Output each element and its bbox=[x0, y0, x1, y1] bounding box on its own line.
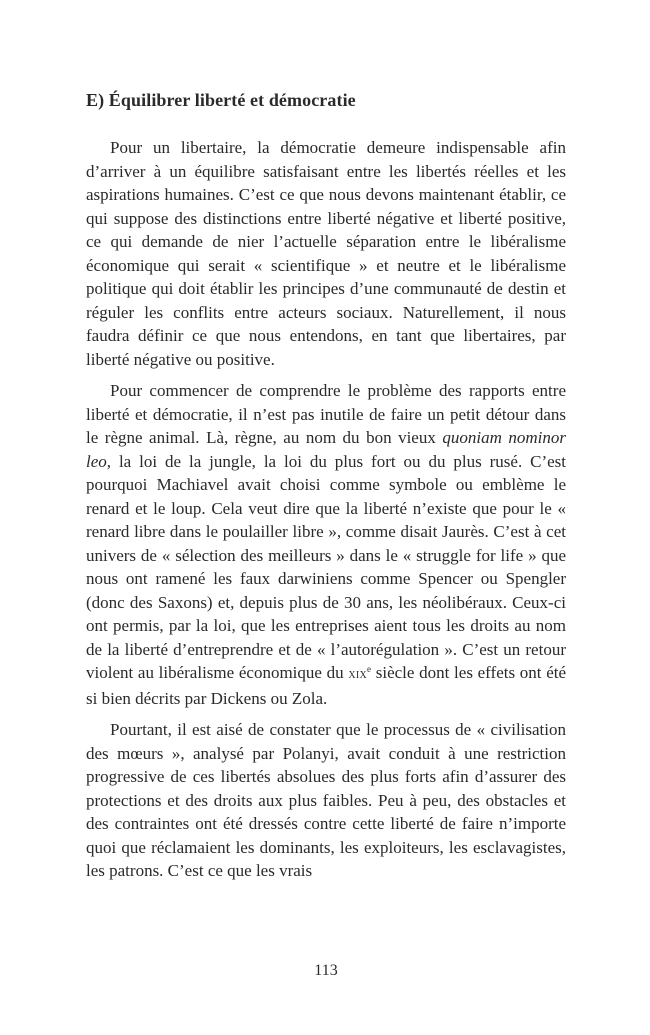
section-heading: E) Équilibrer liberté et démocratie bbox=[86, 90, 356, 110]
paragraph-1: Pour un libertaire, la démocratie demeure indispensable afin d’arriver à un équilibre satisfaisant entre les libertés réelles et les aspirations humaines. C’est ce que nous devons maintenant établir, ce qui suppose des distinctions entre liberté négative et liberté positive, ce qui demande de nier l’actuelle séparation entre le libéralisme économique qui serait « scientifique » et neutre et le libéralisme politique qui doit établir les principes d’une communauté de destin et réguler les conflits entre acteurs sociaux. Naturellement, il nous faudra définir ce que nous entendons, en tant que libertaires, par liberté négative ou positive. bbox=[86, 138, 566, 369]
book-page bbox=[86, 0, 566, 1035]
century-superscript: e bbox=[367, 664, 372, 674]
body-text bbox=[86, 136, 566, 891]
paragraph-2 bbox=[86, 379, 566, 710]
paragraph-2-text-b: , la loi de la jungle, la loi du plus fort ou du plus rusé. C’est pourquoi Machiavel avait choisi comme symbole ou emblème le renard et le loup. Cela veut dire que la liberté n’existe que pour le « renard libre dans le poulailler libre », comme disait Jaurès. C’est à cet univers de « sélection des meilleurs » dans le « struggle for life » que nous ont ramené les faux darwiniens comme Spencer ou Spengler (donc des Saxons) et, depuis plus de 30 ans, les néolibéraux. Ceux-ci ont permis, par la loi, que les entreprises aient tous les droits au nom de la liberté d’entreprendre et de « l’autorégulation ». C’est un retour violent au libéralisme économique du bbox=[86, 451, 566, 682]
page-number: 113 bbox=[314, 962, 338, 979]
paragraph-2-text-a: Pour commencer de comprendre le problème des rapports entre liberté et démocratie, il n’est pas inutile de faire un petit détour dans le règne animal. Là, règne, au nom du bon vieux bbox=[86, 381, 566, 447]
century-numeral: xix bbox=[348, 667, 368, 682]
latin-quote: quoniam nominor leo bbox=[86, 428, 567, 471]
paragraph-2-text-c: siècle dont les effets ont été si bien décrits par Dickens ou Zola. bbox=[86, 663, 567, 708]
paragraph-3: Pourtant, il est aisé de constater que le processus de « civilisation des mœurs », analysé par Polanyi, avait conduit à une restriction progressive de ces libertés absolues des plus forts afin d’assurer des protections et des droits aux plus faibles. Peu à peu, des obstacles et des contraintes ont été dressés contre cette liberté de faire n’importe quoi que réclamaient les dominants, les exploiteurs, les esclavagistes, les patrons. C’est ce que les vrais bbox=[86, 720, 566, 880]
